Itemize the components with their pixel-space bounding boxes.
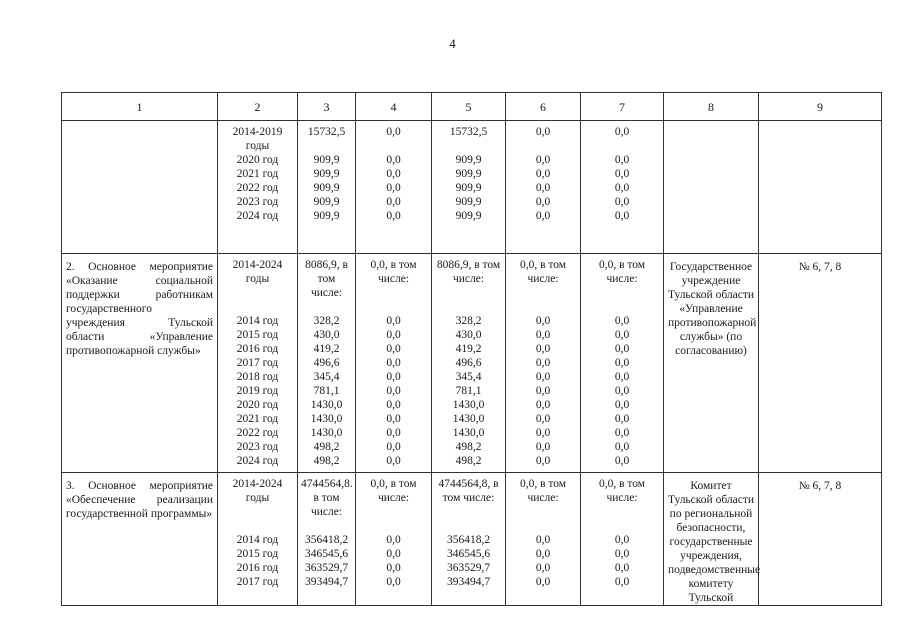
amount-value: 909,9 — [455, 210, 482, 222]
year-label: 2021 год — [236, 168, 279, 180]
amount-value: 0,0 — [535, 182, 551, 194]
amount-value: 0,0 — [535, 154, 551, 166]
amount-value: 356418,2 — [304, 534, 349, 546]
year-label: 2014-2019 годы — [232, 126, 283, 152]
year-label: 2022 год — [236, 427, 279, 439]
amount-value: 0,0 — [614, 182, 630, 194]
total-amount: 0,0, в том числе: — [598, 259, 646, 285]
amount-value: 0,0 — [386, 548, 401, 560]
program-table — [61, 92, 882, 606]
amount-value: 393494,7 — [446, 576, 491, 588]
amount-value: 0,0 — [535, 427, 551, 439]
amount-value: 0,0 — [535, 343, 551, 355]
amount-value: 0,0 — [535, 357, 551, 369]
amount-cell — [298, 473, 356, 606]
amount-cell — [298, 254, 356, 473]
amount-value: 0,0 — [386, 534, 401, 546]
responsible-org — [664, 121, 758, 127]
amount-value: 0,0 — [535, 210, 551, 222]
amount-value: 1430,0 — [452, 413, 485, 425]
amount-value: 328,2 — [313, 315, 340, 327]
amount-cell — [581, 473, 664, 606]
amount-value: 781,1 — [455, 385, 482, 397]
amount-value: 0,0 — [386, 371, 401, 383]
amount-value: 0,0 — [614, 126, 630, 138]
amount-value: 356418,2 — [446, 534, 491, 546]
amount-value: 0,0 — [614, 154, 630, 166]
amount-value: 0,0 — [614, 196, 630, 208]
amount-value: 909,9 — [313, 154, 340, 166]
amount-value: 781,1 — [313, 385, 340, 397]
amount-value: 0,0 — [386, 210, 401, 222]
measure-name-cell — [62, 121, 218, 254]
year-label: 2017 год — [236, 576, 279, 588]
measure-name: 2. Основное мероприятие «Оказание социальной поддержки работникам государственного учреждения Тульской области «Управление противопожарной службы» — [66, 261, 213, 357]
amount-value: 0,0 — [535, 168, 551, 180]
amount-value: 0,0 — [614, 427, 630, 439]
amount-value: 0,0 — [535, 441, 551, 453]
amount-value: 0,0 — [535, 576, 551, 588]
year-label: 2023 год — [236, 196, 279, 208]
amount-value: 1430,0 — [310, 413, 343, 425]
amount-value: 0,0 — [535, 548, 551, 560]
amount-cell — [356, 254, 432, 473]
amount-value: 0,0 — [386, 441, 401, 453]
amount-value: 909,9 — [455, 154, 482, 166]
year-label: 2016 год — [236, 343, 279, 355]
measure-name-cell — [62, 473, 218, 606]
responsible-org-cell — [664, 121, 759, 254]
column-header: 6 — [506, 93, 581, 121]
amount-value: 498,2 — [455, 441, 482, 453]
amount-value: 15732,5 — [449, 126, 488, 138]
amount-value: 0,0 — [386, 182, 401, 194]
responsible-org-cell — [664, 254, 759, 473]
amount-cell — [506, 254, 581, 473]
amount-value: 345,4 — [313, 371, 340, 383]
amount-value: 0,0 — [535, 534, 551, 546]
amount-value: 0,0 — [614, 329, 630, 341]
amount-value: 0,0 — [386, 413, 401, 425]
amount-value: 1430,0 — [310, 399, 343, 411]
amount-value: 0,0 — [386, 385, 401, 397]
year-label: 2024 год — [236, 210, 279, 222]
amount-value: 346545,6 — [446, 548, 491, 560]
responsible-org: Государственное учреждение Тульской области «Управление противопожарной службы» (по согласованию) — [668, 261, 757, 357]
amount-value: 909,9 — [313, 182, 340, 194]
total-period: 2014-2024 годы — [232, 478, 283, 504]
amount-value: 430,0 — [313, 329, 340, 341]
header-row — [62, 93, 882, 121]
table-row — [62, 254, 882, 473]
amount-cell — [356, 121, 432, 254]
amount-value: 0,0 — [535, 399, 551, 411]
year-label: 2015 год — [236, 548, 279, 560]
amount-value: 363529,7 — [446, 562, 491, 574]
amount-value: 345,4 — [455, 371, 482, 383]
amount-value: 0,0 — [386, 315, 401, 327]
amount-value: 498,2 — [455, 455, 482, 467]
total-amount: 8086,9, в том числе: — [436, 259, 501, 285]
amount-value: 0,0 — [614, 399, 630, 411]
amount-value: 909,9 — [455, 168, 482, 180]
responsible-org: Комитет Тульской области по региональной безопасности, государственные учреждения, подведомственные комитету Тульской — [668, 480, 761, 604]
amount-cell — [506, 473, 581, 606]
amount-value: 393494,7 — [304, 576, 349, 588]
year-label: 2017 год — [236, 357, 279, 369]
amount-value: 363529,7 — [304, 562, 349, 574]
period-cell — [218, 254, 298, 473]
amount-cell — [298, 121, 356, 254]
amount-value: 0,0 — [535, 371, 551, 383]
indicator-refs-cell — [759, 121, 882, 254]
total-amount: 4744564,8, в том числе: — [438, 478, 499, 504]
amount-value: 0,0 — [614, 357, 630, 369]
amount-value: 0,0 — [614, 455, 630, 467]
measure-name-cell — [62, 254, 218, 473]
indicator-refs: № 6, 7, 8 — [798, 480, 842, 492]
amount-cell — [506, 121, 581, 254]
amount-value: 0,0 — [535, 196, 551, 208]
column-header: 3 — [298, 93, 356, 121]
amount-value: 909,9 — [455, 182, 482, 194]
amount-value: 0,0 — [614, 315, 630, 327]
amount-value: 909,9 — [313, 210, 340, 222]
amount-value: 0,0 — [386, 562, 401, 574]
table-row — [62, 473, 882, 606]
amount-value: 0,0 — [386, 329, 401, 341]
amount-value: 0,0 — [535, 455, 551, 467]
amount-value: 328,2 — [455, 315, 482, 327]
amount-value: 0,0 — [535, 315, 551, 327]
responsible-org-cell — [664, 473, 759, 606]
amount-value: 0,0 — [614, 343, 630, 355]
indicator-refs: № 6, 7, 8 — [798, 261, 842, 273]
amount-value: 0,0 — [614, 413, 630, 425]
year-label: 2022 год — [236, 182, 279, 194]
amount-value: 0,0 — [614, 210, 630, 222]
year-label: 2014 год — [236, 534, 279, 546]
page-number: 4 — [449, 36, 456, 51]
total-amount: 4744564,8. в том числе: — [301, 478, 353, 518]
total-amount: 8086,9, в том числе: — [305, 259, 348, 299]
amount-value: 0,0 — [386, 196, 401, 208]
year-label: 2016 год — [236, 562, 279, 574]
amount-value: 0,0 — [614, 548, 630, 560]
amount-value: 1430,0 — [452, 427, 485, 439]
period-cell — [218, 473, 298, 606]
amount-value: 909,9 — [313, 196, 340, 208]
amount-value: 496,6 — [313, 357, 340, 369]
amount-value: 0,0 — [614, 562, 630, 574]
column-header: 8 — [664, 93, 759, 121]
amount-value: 0,0 — [386, 427, 401, 439]
amount-value: 1430,0 — [310, 427, 343, 439]
amount-value: 419,2 — [313, 343, 340, 355]
amount-value: 0,0 — [386, 343, 401, 355]
year-label: 2015 год — [236, 329, 279, 341]
period-cell — [218, 121, 298, 254]
amount-value: 496,6 — [455, 357, 482, 369]
column-header: 9 — [759, 93, 882, 121]
year-label: 2018 год — [236, 371, 279, 383]
amount-value: 0,0 — [386, 126, 401, 138]
total-period: 2014-2024 годы — [232, 259, 283, 285]
column-header: 7 — [581, 93, 664, 121]
year-label: 2020 год — [236, 154, 279, 166]
table-row — [62, 121, 882, 254]
amount-cell — [432, 121, 506, 254]
amount-value: 430,0 — [455, 329, 482, 341]
amount-value: 0,0 — [614, 371, 630, 383]
total-amount: 0,0, в том числе: — [598, 478, 646, 504]
indicator-refs-cell — [759, 473, 882, 606]
column-header: 1 — [62, 93, 218, 121]
amount-value: 0,0 — [535, 413, 551, 425]
year-label: 2023 год — [236, 441, 279, 453]
amount-value: 0,0 — [386, 576, 401, 588]
measure-name — [62, 121, 217, 127]
measure-name: 3. Основное мероприятие «Обеспечение реализации государственной программы» — [66, 480, 213, 520]
total-amount: 0,0, в том числе: — [370, 478, 417, 504]
total-amount: 0,0, в том числе: — [519, 259, 567, 285]
column-header: 5 — [432, 93, 506, 121]
amount-value: 498,2 — [313, 455, 340, 467]
amount-value: 0,0 — [614, 441, 630, 453]
amount-value: 0,0 — [535, 562, 551, 574]
year-label: 2014 год — [236, 315, 279, 327]
amount-value: 0,0 — [386, 399, 401, 411]
total-amount: 0,0, в том числе: — [519, 478, 567, 504]
amount-value: 909,9 — [313, 168, 340, 180]
amount-value: 0,0 — [614, 385, 630, 397]
amount-value: 15732,5 — [307, 126, 346, 138]
amount-value: 498,2 — [313, 441, 340, 453]
amount-value: 0,0 — [535, 126, 551, 138]
indicator-refs — [759, 121, 881, 127]
year-label: 2020 год — [236, 399, 279, 411]
amount-value: 346545,6 — [304, 548, 349, 560]
amount-value: 0,0 — [614, 576, 630, 588]
amount-value: 0,0 — [614, 534, 630, 546]
amount-value: 419,2 — [455, 343, 482, 355]
column-header: 4 — [356, 93, 432, 121]
indicator-refs-cell — [759, 254, 882, 473]
amount-value: 909,9 — [455, 196, 482, 208]
amount-value: 0,0 — [386, 357, 401, 369]
amount-cell — [581, 254, 664, 473]
amount-cell — [432, 473, 506, 606]
year-label: 2021 год — [236, 413, 279, 425]
amount-cell — [432, 254, 506, 473]
amount-value: 0,0 — [386, 455, 401, 467]
year-label: 2019 год — [236, 385, 279, 397]
amount-value: 0,0 — [386, 168, 401, 180]
year-label: 2024 год — [236, 455, 279, 467]
column-header: 2 — [218, 93, 298, 121]
total-amount: 0,0, в том числе: — [370, 259, 417, 285]
amount-value: 0,0 — [386, 154, 401, 166]
amount-value: 0,0 — [535, 329, 551, 341]
amount-cell — [581, 121, 664, 254]
amount-value: 0,0 — [535, 385, 551, 397]
amount-value: 1430,0 — [452, 399, 485, 411]
amount-value: 0,0 — [614, 168, 630, 180]
amount-cell — [356, 473, 432, 606]
